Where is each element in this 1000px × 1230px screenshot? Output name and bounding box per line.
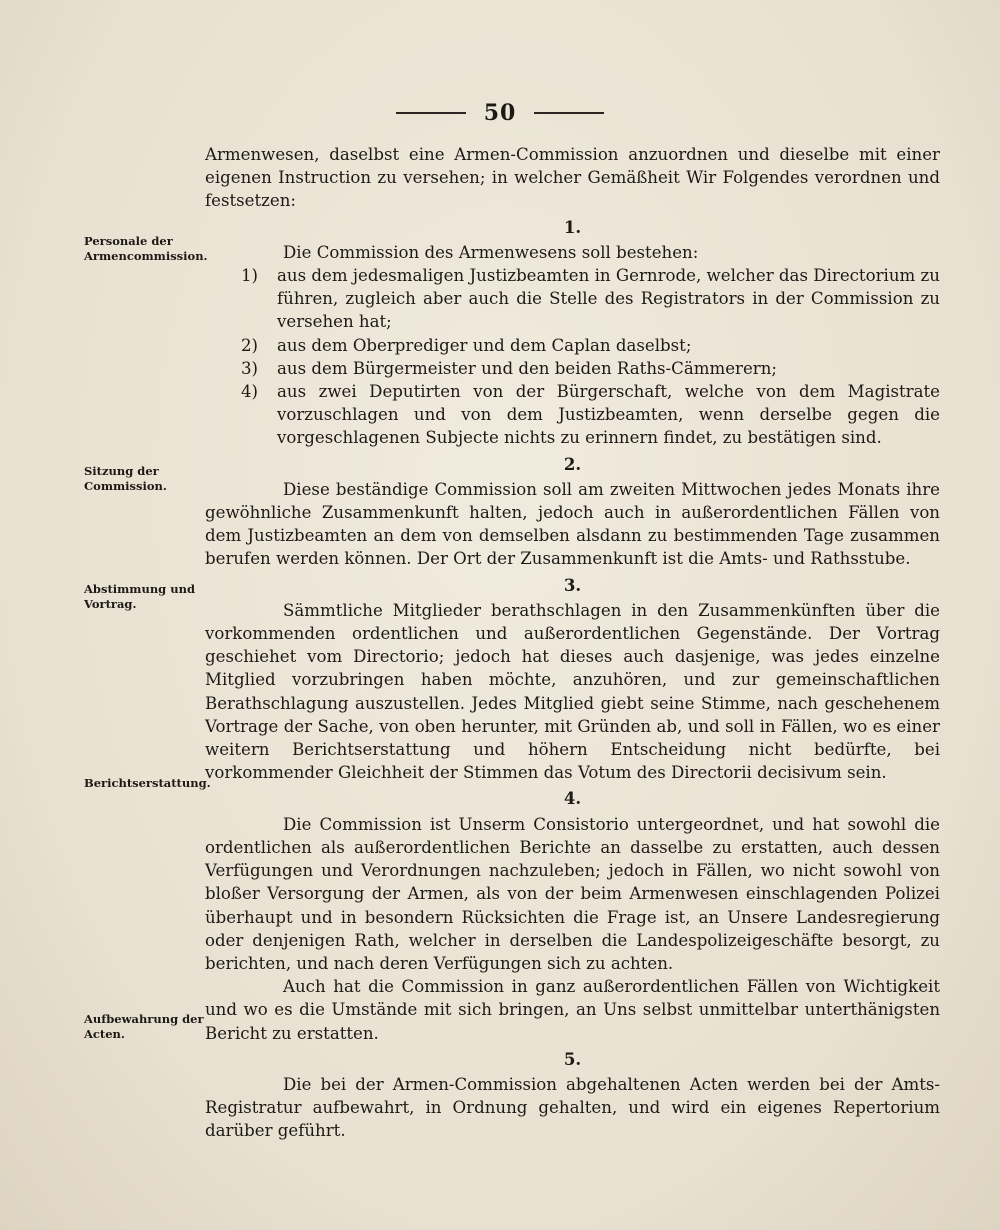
list-item-number: 2) — [241, 335, 259, 355]
list-item-text: aus dem Bürgermeister und den beiden Raths-Cämmerern; — [277, 358, 778, 378]
margin-note-abstimmung: Abstimmung und Vortrag. — [84, 582, 195, 611]
section-number-3: 3. — [563, 574, 582, 595]
section-4-text-continued: Auch hat die Commission in ganz außerordentlichen Fällen von Wichtigkeit und wo es die Umstände mit sich bringen, an Uns selbst unmittelbar unterthänigsten Bericht zu erstatten. — [205, 977, 940, 1043]
list-item — [241, 380, 940, 450]
header-rule-right — [534, 112, 604, 114]
margin-note-aufbewahrung: Aufbewahrung der Acten. — [84, 1012, 204, 1041]
page-header — [0, 98, 1000, 128]
section-number-1: 1. — [563, 216, 582, 237]
list-item — [241, 264, 940, 334]
list-item-text: aus dem Oberprediger und dem Caplan daselbst; — [277, 335, 692, 355]
header-rule-left — [396, 112, 466, 114]
list-item-number: 1) — [241, 266, 259, 286]
margin-note-sitzung: Sitzung der Commission. — [84, 464, 167, 493]
intro-paragraph: Armenwesen, daselbst eine Armen-Commission anzuordnen und dieselbe mit einer eigenen Instruction zu versehen; in welcher Gemäßheit Wir Folgendes verordnen und festsetzen: — [205, 145, 940, 211]
section-number-2: 2. — [563, 453, 582, 474]
section-5-text: Die bei der Armen-Commission abgehaltenen Acten werden bei der Amts-Registratur aufbewahrt, in Ordnung gehalten, und wird ein eigenes Repertorium darüber geführt. — [205, 1074, 940, 1141]
margin-note-berichtserstattung: Berichtserstattung. — [84, 776, 211, 790]
section-number-5: 5. — [563, 1048, 582, 1069]
list-item-number: 3) — [241, 358, 259, 378]
list-item-number: 4) — [241, 382, 259, 402]
section-number-4: 4. — [563, 788, 582, 809]
main-text — [205, 143, 940, 1143]
list-item — [241, 357, 940, 380]
page-number: 50 — [483, 100, 517, 126]
list-item — [241, 334, 940, 357]
section-1-text: Die Commission des Armenwesens soll bestehen: — [283, 242, 699, 262]
section-4-text: Die Commission ist Unserm Consistorio untergeordnet, und hat sowohl die ordentlichen als außerordentlichen Berichte an dasselbe zu erstatten, auch dessen Verfügungen und Verordnungen nachzuleben; jedoch in Fällen, wo nicht sowohl von bloßer Versorgung der Armen, als von der beim Armenwesen einschlagenden Polizei überhaupt und in besondern Rücksichten die Frage ist, an Unsere Landesregierung oder denjenigen Rath, welcher in derselben die Landespolizeigeschäfte besorgt, zu berichten, und nach deren Verfügungen sich zu achten. — [205, 814, 940, 973]
margin-note-personale: Personale der Armencommission. — [84, 234, 208, 263]
section-3-text: Sämmtliche Mitglieder berathschlagen in den Zusammenkünften über die vorkommenden ordentlichen und außerordentlichen Gegenstände. Der Vortrag geschiehet vom Directorio; jedoch hat dieses auch dasjenige, was jedes einzelne Mitglied vorzubringen haben möchte, anzuhören, und zur gemeinschaftlichen Berathschlagung auszustellen. Jedes Mitglied giebt seine Stimme, nach geschehenem Vortrage der Sache, von oben herunter, mit Gründen ab, und soll in Fällen, wo es einer weitern Berichtserstattung und höhern Entscheidung nicht bedürfte, bei vorkommender Gleichheit der Stimmen das Votum des Directorii decisivum sein. — [205, 600, 940, 783]
section-2-text: Diese beständige Commission soll am zweiten Mittwochen jedes Monats ihre gewöhnliche Zusammenkunft halten, jedoch auch in außerordentlichen Fällen von dem Justizbeamten an dem von demselben alsdann zu bestimmenden Tage zusammen berufen werden können. Der Ort der Zusammenkunft ist die Amts- und Rathsstube. — [205, 479, 940, 569]
list-item-text: aus zwei Deputirten von der Bürgerschaft, welche von dem Magistrate vorzuschlagen und von dem Justizbeamten, wenn derselbe gegen die vorgeschlagenen Subjecte nichts zu erinnern findet, zu bestätigen sind. — [277, 382, 940, 448]
list-item-text: aus dem jedesmaligen Justizbeamten in Gernrode, welcher das Directorium zu führen, zugleich aber auch die Stelle des Registrators in der Commission zu versehen hat; — [277, 266, 940, 332]
